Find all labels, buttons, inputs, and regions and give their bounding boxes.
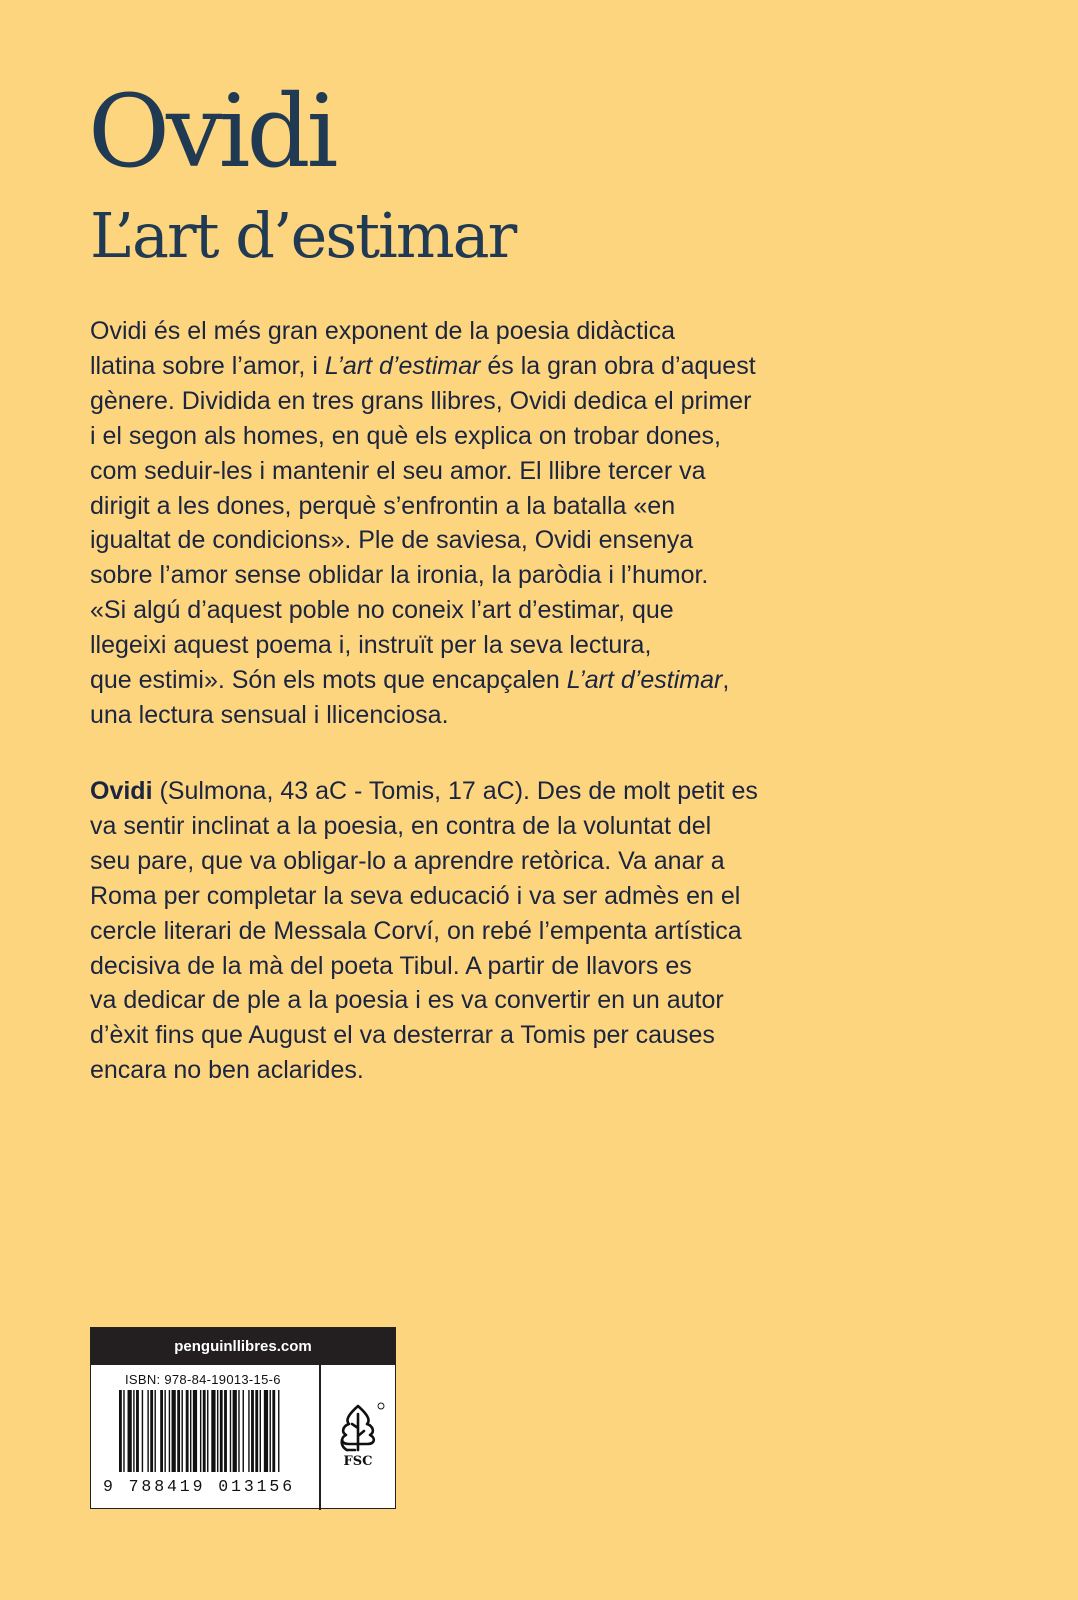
barcode-stripe xyxy=(203,1390,206,1472)
panel-divider xyxy=(319,1365,321,1510)
barcode-stripe xyxy=(147,1390,148,1472)
barcode-stripe xyxy=(217,1390,218,1472)
barcode-stripe xyxy=(251,1390,254,1472)
author-bio-paragraph xyxy=(90,774,850,1088)
barcode-stripe xyxy=(248,1390,249,1472)
fsc-label: FSC xyxy=(343,1454,373,1469)
barcode-stripe xyxy=(142,1390,143,1472)
barcode-stripe xyxy=(220,1390,223,1472)
barcode-stripe xyxy=(224,1390,227,1472)
text-line: Roma per completar la seva educació i va ser admès en el xyxy=(90,881,741,910)
italic-title: L’art d’estimar xyxy=(566,666,723,695)
barcode-stripe xyxy=(172,1390,176,1472)
text-line: Ovidi és el més gran exponent de la poesia didàctica xyxy=(90,317,676,345)
text-line: va sentir inclinat a la poesia, en contra de la voluntat del xyxy=(90,811,712,840)
barcode-stripe xyxy=(211,1390,215,1472)
text-line: i el segon als homes, en què els explica on trobar dones, xyxy=(90,421,721,450)
blurb-paragraph xyxy=(90,314,850,733)
text-line: llegeixi aquest poema i, instruït per la seva lectura, xyxy=(90,631,652,660)
text-line: llatina sobre l’amor, i L’art d’estimar és la gran obra d’aquest xyxy=(90,351,756,380)
barcode-stripe xyxy=(230,1390,231,1472)
text-line: «Si algú d’aquest poble no coneix l’art d’estimar, que xyxy=(90,596,674,625)
barcode-stripe xyxy=(181,1390,182,1472)
text-line: una lectura sensual i llicenciosa. xyxy=(90,700,449,729)
text-line: igualtat de condicions». Ple de saviesa, Ovidi ensenya xyxy=(90,526,694,555)
bold-name: Ovidi xyxy=(90,777,153,805)
barcode-stripe xyxy=(193,1390,197,1472)
barcode-stripe xyxy=(169,1390,170,1472)
barcode-stripe xyxy=(119,1390,122,1472)
author-name: Ovidi xyxy=(88,73,335,190)
text-line: cercle literari de Messala Corví, on rebé l’empenta artística xyxy=(90,916,742,945)
barcode-stripe xyxy=(207,1390,208,1472)
fsc-tree-icon xyxy=(327,1400,389,1454)
barcode-stripe xyxy=(200,1390,201,1472)
barcode-stripe xyxy=(150,1390,153,1472)
book-title: L’art d’estimar xyxy=(90,199,516,272)
barcode-stripe xyxy=(136,1390,139,1472)
text-line: decisiva de la mà del poeta Tibul. A partir de llavors es xyxy=(90,951,692,980)
barcode-stripe xyxy=(260,1390,261,1472)
barcode-stripe xyxy=(278,1390,279,1472)
barcode-panel xyxy=(90,1327,396,1509)
text-line: que estimi». Són els mots que encapçalen L’art d’estimar, xyxy=(90,666,730,695)
text-line: sobre l’amor sense oblidar la ironia, la paròdia i l’humor. xyxy=(90,561,709,590)
barcode-stripe xyxy=(133,1390,134,1472)
barcode-stripe xyxy=(243,1390,244,1472)
barcode-stripe xyxy=(186,1390,189,1472)
text-line: encara no ben aclarides. xyxy=(90,1056,364,1085)
barcode-stripe xyxy=(177,1390,180,1472)
text-line: gènere. Dividida en tres grans llibres, Ovidi dedica el primer xyxy=(90,386,752,415)
text-line: com seduir-les i mantenir el seu amor. El llibre tercer va xyxy=(90,456,706,485)
text-line: va dedicar de ple a la poesia i es va convertir en un autor xyxy=(90,986,724,1015)
barcode-stripe xyxy=(272,1390,275,1472)
barcode-bars xyxy=(119,1390,283,1472)
isbn-label: ISBN: 978-84-19013-15-6 xyxy=(125,1372,281,1387)
fsc-logo xyxy=(327,1400,389,1480)
barcode-stripe xyxy=(233,1390,237,1472)
barcode-stripe xyxy=(123,1390,124,1472)
barcode-stripe xyxy=(164,1390,165,1472)
website-label: penguinllibres.com xyxy=(91,1328,395,1365)
italic-title: L’art d’estimar xyxy=(324,351,481,380)
text-line: Ovidi (Sulmona, 43 aC - Tomis, 17 aC). Des de molt petit es xyxy=(90,777,758,805)
barcode-stripe xyxy=(270,1390,271,1472)
barcode-digits: 9 788419 013156 xyxy=(103,1477,296,1496)
text-line: seu pare, que va obligar-lo a aprendre retòrica. Va anar a xyxy=(90,846,725,875)
text-line: d’èxit fins que August el va desterrar a Tomis per causes xyxy=(90,1021,715,1050)
barcode-stripe xyxy=(160,1390,163,1472)
barcode-stripe xyxy=(128,1390,132,1472)
barcode-stripe xyxy=(238,1390,239,1472)
barcode-stripe xyxy=(264,1390,268,1472)
barcode-stripe xyxy=(255,1390,258,1472)
barcode-stripe xyxy=(155,1390,156,1472)
text-line: dirigit a les dones, perquè s’enfrontin a la batalla «en xyxy=(90,491,676,520)
barcode-stripe xyxy=(190,1390,191,1472)
